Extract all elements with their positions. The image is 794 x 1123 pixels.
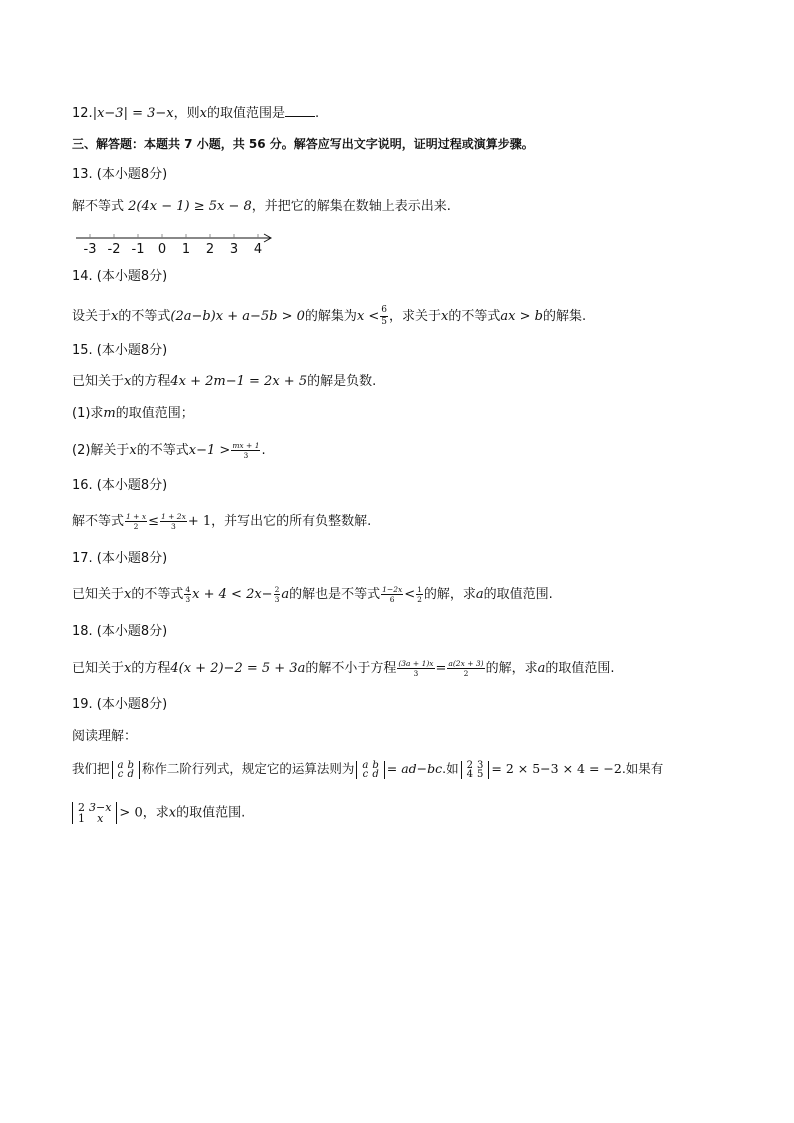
- math-expression: 4(x + 2)−2 = 5 + 3a: [170, 661, 306, 676]
- number-line-tick-label: 4: [253, 242, 263, 257]
- determinant: a b c d: [112, 761, 140, 779]
- answer-blank: [285, 104, 315, 117]
- fraction: $\frac{1-2x}{6}$: [382, 585, 403, 604]
- number-line-tick-label: 3: [229, 242, 239, 257]
- math-expression: 2(4x − 1) ≥ 5x − 8: [128, 199, 252, 214]
- fraction: $\frac{(3a + 1)x}{3}$: [398, 659, 434, 678]
- question-13-body: 解不等式 2(4x − 1) ≥ 5x − 8，并把它的解集在数轴上表示出来.: [72, 199, 451, 214]
- fraction: $\frac{6}{5}$: [381, 305, 388, 327]
- question-15-header: 15. (本小题8分): [72, 343, 168, 358]
- question-16-body: 解不等式 $\frac{1 + x}{2}$ ≤ $\frac{1 + 2x}{3}$ + 1，并写出它的所有负整数解.: [72, 512, 372, 531]
- number-line-tick-label: 0: [157, 242, 167, 257]
- fraction: $\frac{2}{3}$: [274, 585, 280, 604]
- fraction: $\frac{mx + 1}{3}$: [232, 441, 260, 460]
- question-19-condition: 2 3−x 1 x > 0，求x的取值范围.: [72, 802, 245, 824]
- determinant: a b c d: [356, 761, 384, 779]
- math-expression: = ad−bc: [386, 761, 443, 776]
- number-line-tick-label: 2: [205, 242, 215, 257]
- math-expression: (2a−b)x + a−5b > 0: [170, 309, 305, 324]
- question-12: 12.|x−3| = 3−x，则x的取值范围是 .: [72, 106, 320, 121]
- reading-label: 阅读理解：: [72, 729, 138, 744]
- number-line-tick-label: -3: [83, 242, 97, 257]
- number-line-tick-label: -1: [131, 242, 145, 257]
- fraction: $\frac{1 + 2x}{3}$: [160, 512, 186, 531]
- question-number: 12.: [72, 106, 93, 121]
- question-18-body: 已知关于x的方程4(x + 2)−2 = 5 + 3a的解不小于方程 $\frac{(3a + 1)x}{3}$ = $\frac{a(2x + 3)}{2}$ 的解，求a的取值范围.: [72, 659, 615, 678]
- question-13-header: 13. (本小题8分): [72, 167, 168, 182]
- math-expression: > 0: [119, 805, 143, 821]
- fraction: $\frac{4}{3}$: [185, 585, 191, 604]
- question-14-body: 设关于x的不等式(2a−b)x + a−5b > 0的解集为x < $\frac{6}{5}$ ，求关于x的不等式ax > b的解集.: [72, 305, 587, 327]
- question-19-header: 19. (本小题8分): [72, 697, 168, 712]
- math-expression: = 2 × 5−3 × 4 = −2: [491, 761, 622, 776]
- section-heading: 三、解答题：本题共 7 小题，共 56 分。解答应写出文字说明，证明过程或演算步骤。: [72, 137, 534, 151]
- number-line-tick-label: -2: [107, 242, 121, 257]
- question-17-body: 已知关于x的不等式 $\frac{4}{3}$ x + 4 < 2x− $\frac{2}{3}$ a的解也是不等式 $\frac{1-2x}{6}$ < $\frac{1}{2}$ 的解，求a的取值范围.: [72, 585, 553, 604]
- question-19-body: 我们把 a b c d 称作二阶行列式，规定它的运算法则为 a b c d = ad−bc.如 2 3 4 5 = 2 × 5−3 × 4 = −2.如果有: [72, 759, 664, 780]
- math-expression: ax > b: [500, 309, 543, 324]
- question-17-header: 17. (本小题8分): [72, 551, 168, 566]
- question-16-header: 16. (本小题8分): [72, 478, 168, 493]
- question-14-header: 14. (本小题8分): [72, 269, 168, 284]
- math-expression: 4x + 2m−1 = 2x + 5: [170, 374, 308, 389]
- number-line: [74, 229, 284, 257]
- fraction: $\frac{a(2x + 3)}{2}$: [448, 659, 484, 678]
- question-15-body: 已知关于x的方程4x + 2m−1 = 2x + 5的解是负数.: [72, 374, 377, 389]
- math-expression: x + 4 < 2x−: [192, 587, 273, 602]
- math-expression: x−1 >: [188, 443, 231, 458]
- question-15-part-1: (1)求m的取值范围；: [72, 406, 194, 421]
- number-line-tick-label: 1: [181, 242, 191, 257]
- determinant: 2 3 4 5: [461, 761, 490, 779]
- question-15-part-2: (2)解关于x的不等式x−1 > $\frac{mx + 1}{3}$ .: [72, 441, 266, 460]
- fraction: $\frac{1}{2}$: [417, 585, 422, 604]
- math-expression: |x−3| = 3−x: [92, 106, 174, 121]
- question-18-header: 18. (本小题8分): [72, 624, 168, 639]
- fraction: $\frac{1 + x}{2}$: [126, 512, 147, 531]
- determinant: 2 3−x 1 x: [72, 802, 117, 824]
